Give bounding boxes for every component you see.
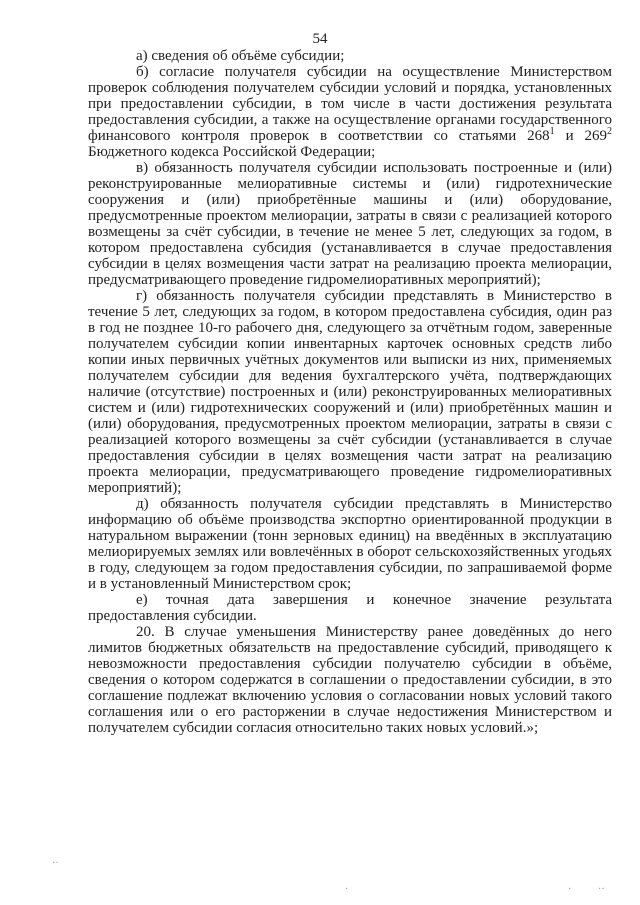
paragraph-g: г) обязанность получателя субсидии представлять в Министерство в течение 5 лет, следующих за годом, в котором предоставлена субсидия, один раз в год не позднее 10-го рабочего дня, следующего за отчётным годом, заверенные получателем субсидии копии инвентарных карточек основных средств либо копии иных первичных учётных документов или выписки из них, применяемых получателем субсидии для ведения бухгалтерского учёта, подтверждающих наличие (отсутствие) построенных и (или) реконструированных мелиоративных систем и (или) гидротехнических сооружений и (или) приобретённых машин и (или) оборудования, предусмотренных проектом мелиорации, затраты в связи с реализацией которого возмещены за счёт субсидии (устанавливается в случае предоставления субсидии в целях возмещения части затрат на реализацию проекта мелиорации, предусматривающего проведение гидромелиоративных мероприятий);: [88, 288, 612, 496]
scan-mark: ··: [52, 858, 59, 869]
paragraph-20: 20. В случае уменьшения Министерству ранее доведённых до него лимитов бюджетных обязательств на предоставление субсидий, приводящего к невозможности предоставления субсидии получателю субсидии в объёме, сведения о котором содержатся в соглашении о предоставлении субсидии, в это соглашение подлежат включению условия о согласовании новых условий такого соглашения или о его расторжении в случае недостижения Министерством и получателем субсидии согласия относительно таких новых условий.»;: [88, 624, 612, 736]
paragraph-d: д) обязанность получателя субсидии представлять в Министерство информацию об объёме производства экспортно ориентированной продукции в натуральном выражении (тонн зерновых единиц) на введённых в эксплуатацию мелиорируемых землях или вовлечённых в оборот сельскохозяйственных угодьях в году, следующем за годом предоставления субсидии, по запрашиваемой форме и в установленный Министерством срок;: [88, 496, 612, 592]
paragraph-b-text-3: Бюджетного кодекса Российской Федерации;: [88, 144, 376, 160]
superscript-1: 1: [549, 126, 555, 137]
paragraph-b-text-1: б) согласие получателя субсидии на осуществление Министерством проверок соблюдения получателем субсидии условий и порядка, установленных при предоставлении субсидии, в том числе в части достижения результата предоставления субсидии, а также на осуществление органами государственного финансового контроля проверок в соответствии со статьями 268: [88, 64, 612, 144]
scan-mark: ·: [568, 884, 572, 895]
paragraph-a: а) сведения об объёме субсидии;: [136, 48, 345, 64]
scan-mark: ·: [345, 884, 349, 895]
document-body: [88, 48, 612, 736]
paragraph-b-text-2: и 269: [554, 128, 607, 144]
paragraph-v: в) обязанность получателя субсидии использовать построенные и (или) реконструированные мелиоративные системы и (или) гидротехнические сооружения и (или) приобретённые машины и (или) оборудование, предусмотренные проектом мелиорации, затраты в связи с реализацией которого возмещены за счёт субсидии, в течение не менее 5 лет, следующих за годом, в котором предоставлена субсидия (устанавливается в случае предоставления субсидии в целях возмещения части затрат на реализацию проекта мелиорации, предусматривающего проведение гидромелиоративных мероприятий);: [88, 160, 612, 288]
page-number: 54: [312, 31, 328, 47]
superscript-2: 2: [607, 126, 612, 137]
paragraph-e: е) точная дата завершения и конечное значение результата предоставления субсидии.: [88, 592, 612, 624]
scan-mark: ··: [598, 884, 605, 895]
paragraph-b: [88, 64, 612, 160]
